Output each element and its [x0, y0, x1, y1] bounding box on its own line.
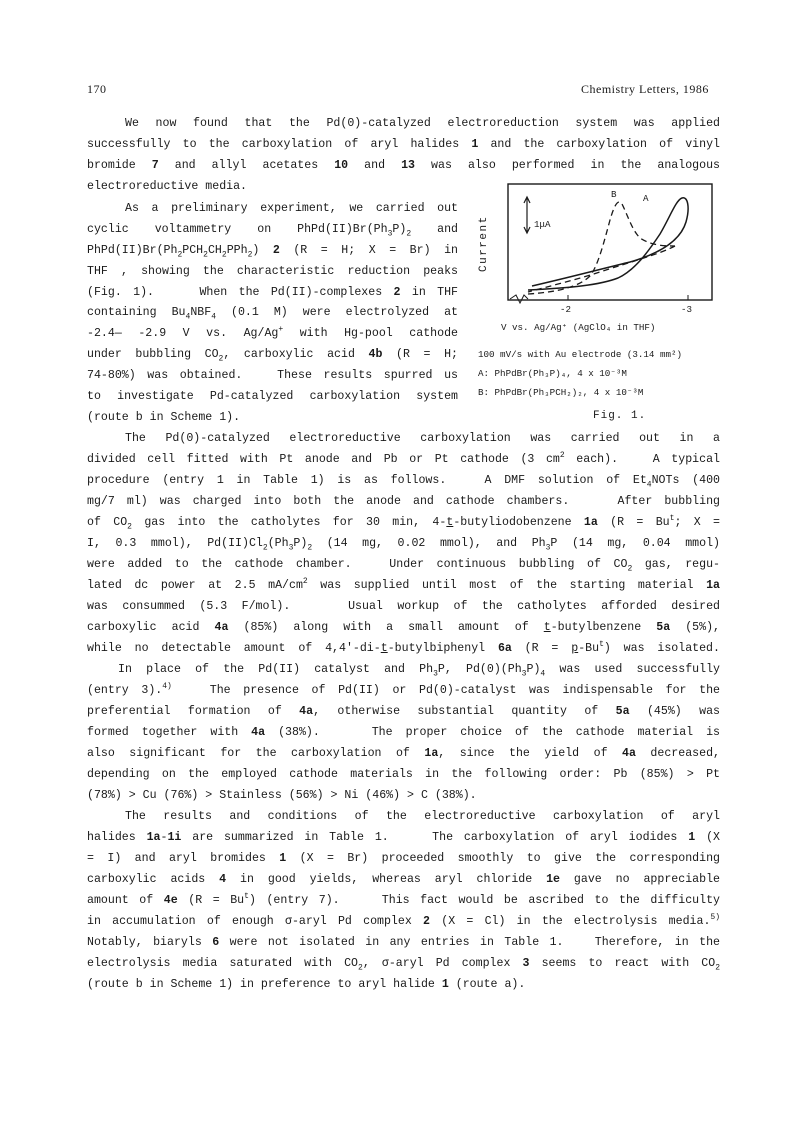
body-text-line: of $CO_2$ gas into the catholytes for 30 min, 4-t-butyliodobenzene 1a ($R = Bu^t$; X =: [87, 514, 720, 532]
body-text-line: (entry 3).$^{4)}$ The presence of Pd(II) or Pd(0)-catalyst was indispensable for the: [87, 682, 720, 697]
scale-label: 1μA: [534, 219, 551, 230]
body-text-line: 74-80%) was obtained. These results spurred us: [87, 369, 458, 382]
body-text-line: containing $Bu_4NBF_4$ (0.1 M) were electrolyzed at: [87, 306, 458, 322]
page-number: 170: [87, 82, 107, 96]
body-text-line: I, 0.3 mmol), $Pd(II)Cl_2(Ph_3P)_2$ (14 mg, 0.02 mmol), and $Ph_3P$ (14 mg, 0.04 mmol): [87, 537, 720, 553]
body-text-line: successfully to the carboxylation of aryl halides 1 and the carboxylation of vinyl: [87, 138, 720, 151]
body-text-line: = I) and aryl bromides 1 (X = Br) proceeded smoothly to give the corresponding: [87, 852, 720, 865]
body-text-line: in accumulation of enough σ-aryl Pd complex 2 (X = Cl) in the electrolysis media.$^{5)}$: [87, 913, 721, 928]
body-text-line: formed together with 4a (38%). The proper choice of the cathode material is: [87, 726, 720, 739]
curve-a: [528, 198, 688, 290]
body-text-line: As a preliminary experiment, we carried out: [125, 202, 458, 215]
body-text-line: divided cell fitted with Pt anode and Pb or Pt cathode (3 $cm^2$ each). A typical: [87, 451, 720, 466]
body-text-line: while no detectable amount of 4,4'-di-t-butylbiphenyl 6a $(R = p-Bu^t)$ was isolated.: [87, 640, 720, 655]
figure-caption-line: A: PhPdBr(Ph₃P)₄, 4 x 10⁻³M: [478, 368, 627, 379]
body-text-line: We now found that the Pd(0)-catalyzed electroreduction system was applied: [125, 117, 720, 130]
body-text-line: depending on the employed cathode materials in the following order: Pb (85%) > Pt: [87, 768, 720, 781]
body-text-line: In place of the Pd(II) catalyst and $Ph_3P$, $Pd(0)(Ph_3P)_4$ was used successfully: [118, 663, 721, 679]
body-text-line: halides 1a-1i are summarized in Table 1. The carboxylation of aryl iodides 1 (X: [87, 831, 720, 844]
body-text-line: carboxylic acid 4a (85%) along with a small amount of t-butylbenzene 5a (5%),: [87, 621, 721, 634]
body-text-line: (route b in Scheme 1).: [87, 411, 241, 424]
x-tick-label: -3: [681, 304, 693, 315]
curve-b: [528, 202, 675, 294]
figure-caption-line: B: PhPdBr(Ph₃PCH₂)₂, 4 x 10⁻³M: [478, 387, 644, 398]
cyclic-voltammogram-figure: [480, 182, 730, 342]
x-tick-label: -2: [560, 304, 572, 315]
figure-caption-line: 100 mV/s with Au electrode (3.14 mm²): [478, 349, 682, 360]
body-text-line: -2.4— -2.9 V vs. Ag/Ag+ with Hg-pool cathode: [87, 325, 458, 340]
y-axis-label: Current: [478, 215, 490, 272]
plot-frame: [508, 184, 712, 300]
body-text-line: under bubbling $CO_2$, carboxylic acid 4b (R = H;: [87, 348, 458, 364]
x-axis-label: V vs. Ag/Ag⁺ (AgClO₄ in THF): [501, 322, 656, 333]
body-text-line: also significant for the carboxylation of 1a, since the yield of 4a decreased,: [87, 747, 720, 760]
body-text-line: mg/7 ml) was charged into both the anode and cathode chambers. After bubbling: [87, 495, 720, 508]
body-text-line: (78%) > Cu (76%) > Stainless (56%) > Ni (46%) > C (38%).: [87, 789, 477, 802]
body-text-line: The results and conditions of the electroreductive carboxylation of aryl: [125, 810, 720, 823]
body-text-line: $PhPd(II)Br(Ph_2PCH_2CH_2PPh_2)$ 2 (R = H; X = Br) in: [87, 244, 458, 260]
body-text-line: The Pd(0)-catalyzed electroreductive carboxylation was carried out in a: [125, 432, 720, 445]
body-text-line: procedure (entry 1 in Table 1) is as follows. A DMF solution of $Et_4NOTs$ (400: [87, 474, 720, 490]
body-text-line: bromide 7 and allyl acetates 10 and 13 was also performed in the analogous: [87, 159, 720, 172]
curve-b-label: B: [611, 189, 617, 200]
body-text-line: THF , showing the characteristic reduction peaks: [87, 265, 458, 278]
body-text-line: electroreductive media.: [87, 180, 248, 193]
journal-running-head: Chemistry Letters, 1986: [581, 82, 709, 96]
figure-label: Fig. 1.: [593, 410, 647, 422]
curve-a-label: A: [643, 193, 649, 204]
body-text-line: electrolysis media saturated with $CO_2$, σ-aryl Pd complex 3 seems to react with $CO_2$: [87, 957, 720, 973]
body-text-line: amount of 4e $(R = Bu^t)$ (entry 7). This fact would be ascribed to the difficulty: [87, 892, 721, 907]
body-text-line: to investigate Pd-catalyzed carboxylation system: [87, 390, 458, 403]
body-text-line: was consummed (5.3 F/mol). Usual workup of the catholytes afforded desired: [87, 600, 720, 613]
body-text-line: (Fig. 1). When the Pd(II)-complexes 2 in THF: [87, 286, 458, 299]
body-text-line: were added to the cathode chamber. Under continuous bubbling of $CO_2$ gas, regu-: [87, 558, 721, 574]
body-text-line: (route b in Scheme 1) in preference to aryl halide 1 (route a).: [87, 978, 526, 991]
body-text-line: lated dc power at 2.5 $mA/cm^2$ was supplied until most of the starting material 1a: [87, 577, 720, 592]
body-text-line: carboxylic acids 4 in good yields, whereas aryl chloride 1e gave no appreciable: [87, 873, 720, 886]
body-text-line: Notably, biaryls 6 were not isolated in any entries in Table 1. Therefore, in the: [87, 936, 720, 949]
body-text-line: preferential formation of 4a, otherwise substantial quantity of 5a (45%) was: [87, 705, 720, 718]
body-text-line: cyclic voltammetry on $PhPd(II)Br(Ph_3P)_2$ and: [87, 223, 458, 239]
